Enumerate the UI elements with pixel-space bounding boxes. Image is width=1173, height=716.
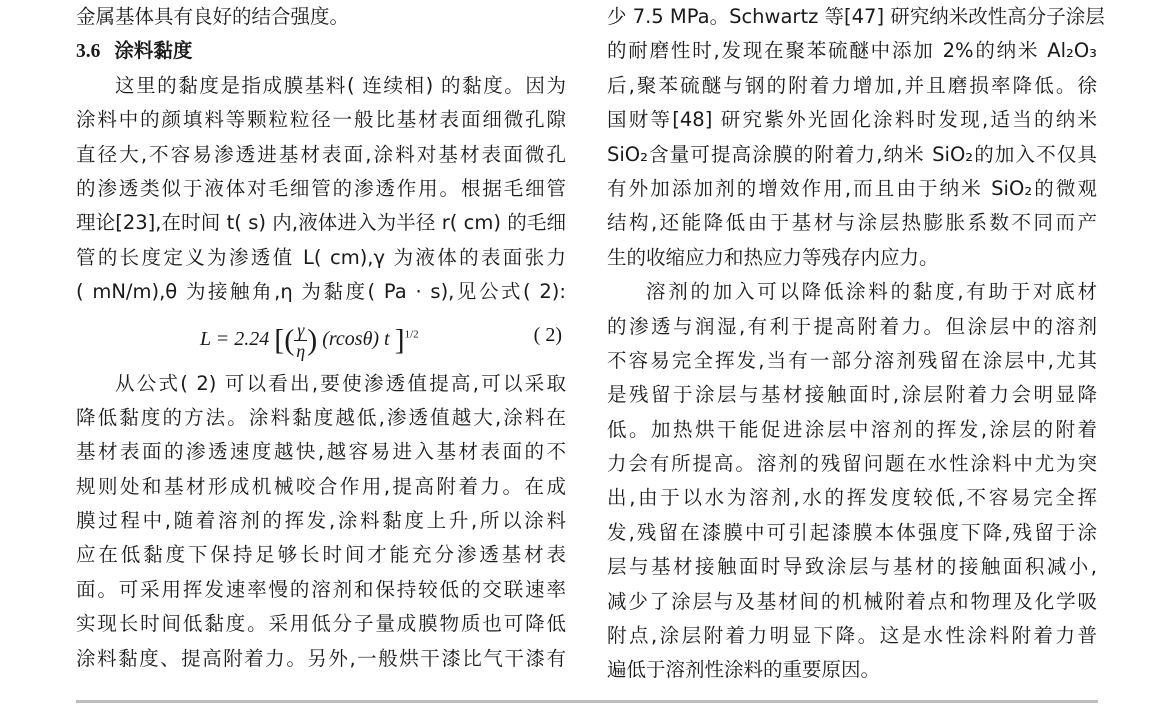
text-line: 国财等[48] 研究紫外光固化涂料时发现,适当的纳米 [607,108,1097,132]
text-line: 结构,还能降低由于基材与涂层热膨胀系数不同而产 [607,211,1097,235]
exponent-denominator: 2 [413,327,419,340]
text-line: 这里的黏度是指成膜基料( 连续相) 的黏度。因为 [115,73,566,97]
text-line: 后,聚苯硫醚与钢的附着力增加,并且磨损率降低。徐 [607,73,1097,97]
equation-middle: (rcosθ) t [322,327,390,350]
text-line: 是残留于涂层与基材接触面时,涂层附着力会明显降 [607,383,1097,407]
text-line: 发,残留在漆膜中可引起漆膜本体强度下降,残留于涂 [607,520,1097,544]
text-line: 基材表面的渗透速度越快,越容易进入基材表面的不 [76,440,566,464]
text-line: 层与基材接触面时导致涂层与基材的接触面积减小, [607,555,1097,579]
text-line: 的渗透与润湿,有利于提高附着力。但涂层中的溶剂 [607,314,1097,338]
text-line: 的渗透类似于液体对毛细管的渗透作用。根据毛细管 [76,176,566,200]
text-line: 溶剂的加入可以降低涂料的黏度,有助于对底材 [646,280,1097,304]
text-line: 减少了涂层与及基材间的机械附着点和物理及化学吸 [607,589,1097,613]
text-line: 金属基体具有良好的结合强度。 [76,5,350,28]
text-line: SiO₂含量可提高涂膜的附着力,纳米 SiO₂的加入不仅具 [607,142,1097,166]
text-line: 少 7.5 MPa。Schwartz 等[47] 研究纳米改性高分子涂层 [607,5,1105,28]
text-line: 应在低黏度下保持足够长时间才能充分渗透基材表 [76,543,566,567]
equation-body: L = 2.24 [( $\frac{\gamma}{\eta}$ ) (rcosθ) t ]$^{1/2}$ [200,319,419,361]
text-line: 理论[23],在时间 t( s) 内,液体进入为半径 r( cm) 的毛细 [76,211,566,235]
text-line: 附点,涂层附着力明显下降。这是水性涂料附着力普 [607,624,1097,648]
text-line: 降低黏度的方法。涂料黏度越低,渗透值越大,涂料在 [76,405,566,429]
text-line: 规则处和基材形成机械咬合作用,提高附着力。在成 [76,474,566,498]
section-heading [76,34,566,68]
text-line: 实现长时间低黏度。采用低分子量成膜物质也可降低 [76,612,566,636]
fraction-numerator: γ [294,320,307,341]
equation-lhs: L = 2.24 [200,327,270,350]
fraction [294,320,307,361]
text-line: 的耐磨性时,发现在聚苯硫醚中添加 2%的纳米 Al₂O₃ [607,39,1097,63]
text-line: 涂料黏度、提高附着力。另外,一般烘干漆比气干漆有 [76,646,566,670]
bottom-rule [76,700,1098,703]
text-line: 直径大,不容易渗透进基材表面,涂料对基材表面微孔 [76,142,566,166]
text-line: ( mN/m),θ 为接触角,η 为黏度( Pa · s),见公式( 2): [76,280,566,304]
equation-number: ( 2) [533,323,562,346]
text-line: 力会有所提高。溶剂的残留问题在水性涂料中尤为突 [607,452,1097,476]
section-title: 涂料黏度 [114,39,193,63]
text-line: 管的长度定义为渗透值 L( cm),γ 为液体的表面张力 [76,245,566,269]
text-line: 涂料中的颜填料等颗粒粒径一般比基材表面细微孔隙 [76,108,566,132]
text-line: 面。可采用挥发速率慢的溶剂和保持较低的交联速率 [76,577,566,601]
text-line: 生的收缩应力和热应力等残存内应力。 [607,245,939,269]
text-line: 出,由于以水为溶剂,水的挥发度较低,不容易完全挥 [607,486,1097,510]
equation [76,310,566,367]
text-line: 不容易完全挥发,当有一部分溶剂残留在涂层中,尤其 [607,348,1097,372]
left-column [76,0,566,676]
text-line: 有外加添加剂的增效作用,而且由于纳米 SiO₂的微观 [607,176,1097,200]
text-line: 低。加热烘干能促进涂层中溶剂的挥发,涂层的附着 [607,417,1097,441]
section-number: 3.6 [76,41,101,63]
text-line: 膜过程中,随着溶剂的挥发,涂料黏度上升,所以涂料 [76,509,566,533]
text-line: 遍低于溶剂性涂料的重要原因。 [607,658,881,682]
exponent-numerator: 1 [404,327,411,340]
text-line: 从公式( 2) 可以看出,要使渗透值提高,可以采取 [115,371,566,395]
fraction-denominator: η [296,340,306,361]
right-column [607,0,1105,688]
